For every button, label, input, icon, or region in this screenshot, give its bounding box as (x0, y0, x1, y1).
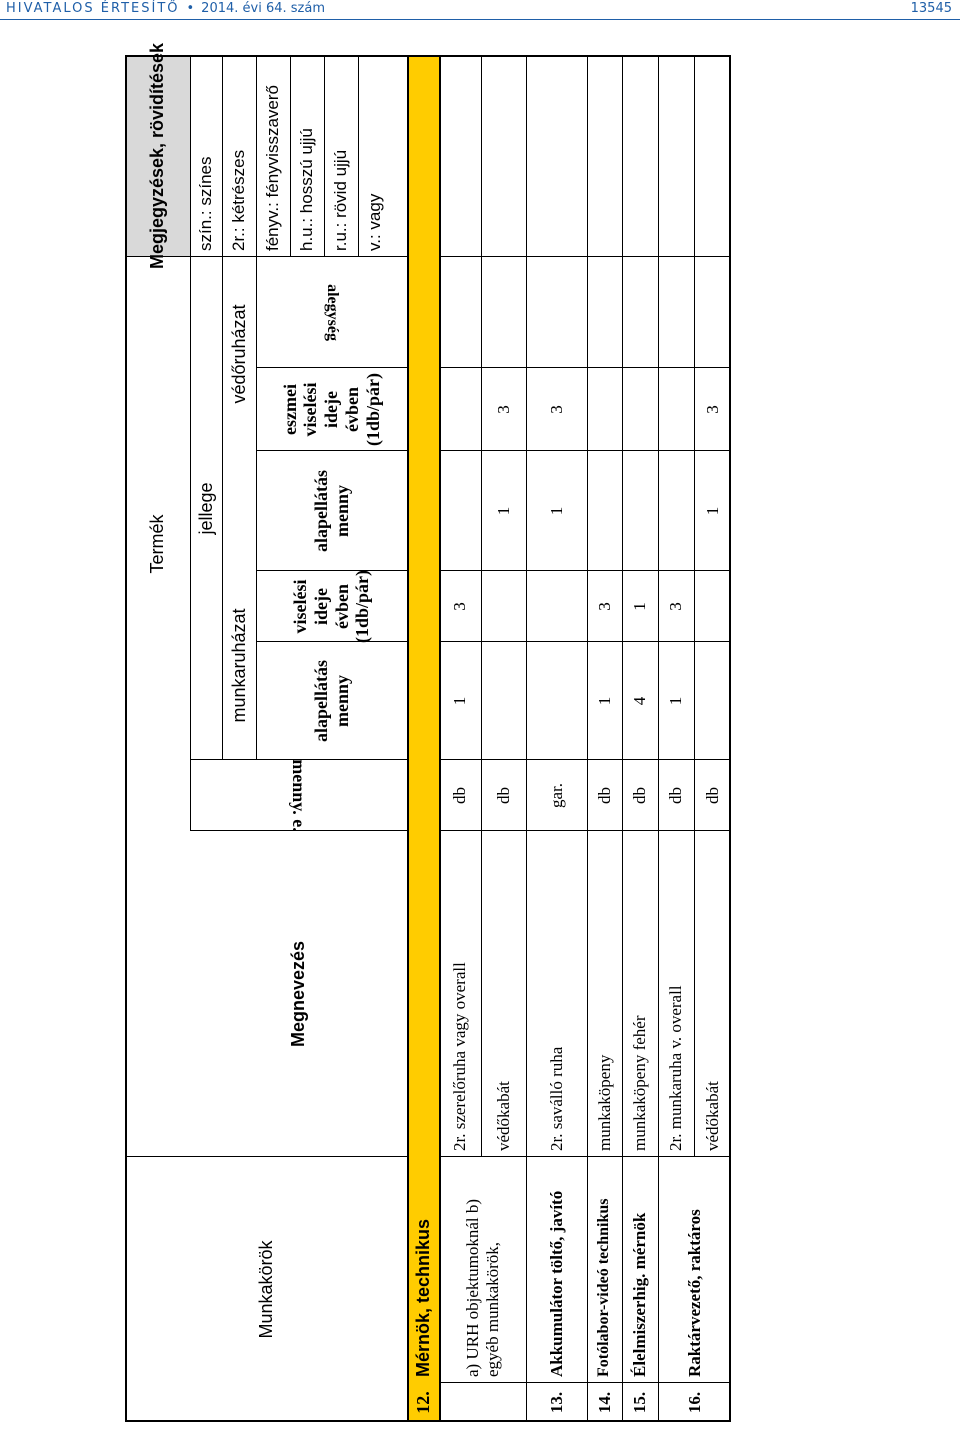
row-item: munkaköpeny (594, 1054, 614, 1151)
row-job: Fotólabor-videó technikus (595, 1198, 613, 1377)
row-unit: db (630, 787, 650, 804)
abbrev-item: h.u.: hosszú ujjú (297, 128, 317, 251)
line (439, 256, 731, 257)
row-m-years: 3 (594, 602, 614, 611)
section-number: 12. (412, 1391, 433, 1414)
header-eszmei-viselesi: eszmei viselési ideje évben (1db/pár) (279, 373, 383, 447)
issue-label: 2014. évi 64. szám (201, 1, 325, 16)
row-item: védőkabát (493, 1081, 513, 1151)
journal-title: HIVATALOS ÉRTESÍTŐ (6, 1, 180, 16)
row-number: 16. (684, 1391, 704, 1414)
row-number: 13. (546, 1391, 566, 1414)
abbrev-item: fényv.: fényvisszaverő (263, 85, 283, 251)
row-m-years: 3 (666, 602, 686, 611)
row-m-qty: 1 (594, 696, 614, 706)
header-rule (0, 19, 960, 20)
row-unit: gar. (546, 782, 566, 809)
row-item: 2r. szerelőruha vagy overall (450, 962, 470, 1151)
page-header (0, 0, 960, 22)
header-alapellatas-vedo: alapellátás menny (310, 470, 352, 553)
row-unit: db (450, 787, 470, 804)
row-v-years: 3 (493, 405, 513, 414)
row-v-years (439, 368, 481, 451)
row-item: 2r. munkaruha v. overall (666, 985, 686, 1151)
row-item: védőkabát (702, 1081, 722, 1151)
header-termek: Termék (147, 514, 168, 574)
header-munkaruhazat: munkaruházat (228, 608, 249, 723)
row-unit: db (594, 787, 614, 804)
row-v-qty (439, 451, 481, 571)
row-item: 2r. saválló ruha (546, 1046, 566, 1151)
row-job: Raktárvezető, raktáros (684, 1209, 704, 1377)
row-number: 15. (630, 1391, 650, 1414)
abbrev-item: r.u.: rövid ujjú (331, 149, 351, 251)
rotated-table (125, 42, 735, 1422)
row-item: munkaköpeny fehér (630, 1015, 650, 1151)
header-bullet: • (186, 1, 195, 16)
row-v-qty: 1 (702, 506, 722, 516)
row-v-qty: 1 (546, 506, 566, 516)
row-number: 14. (594, 1391, 614, 1414)
row-m-years: 1 (630, 602, 650, 611)
row-unit: db (702, 787, 722, 804)
header-jellege: jellege (195, 482, 216, 535)
abbrev-item: 2r.: kétrészes (229, 149, 249, 251)
abbrev-item: szín.: színes (196, 156, 216, 251)
row-m-years: 3 (450, 602, 470, 611)
row-unit: db (493, 787, 513, 804)
row-v-qty: 1 (493, 506, 513, 516)
header-viselesi-ideje: viselési ideje évben (1db/pár) (290, 569, 373, 643)
row-m-qty: 1 (666, 696, 686, 706)
row-v-years: 3 (546, 405, 566, 414)
section-title: Mérnök, technikus (412, 1218, 433, 1377)
row-m-qty: 4 (630, 696, 650, 706)
header-alapellatas-munka: alapellátás menny (310, 660, 352, 743)
row-m-qty: 1 (450, 696, 470, 706)
row-job: a) URH objektumoknál b) egyéb munkakörök, (462, 1199, 502, 1377)
header-megjegyzesek: Megjegyzések, rövidítések (147, 42, 168, 270)
header-munkakorok: Munkakörök (255, 1240, 276, 1339)
page-number: 13545 (910, 1, 952, 16)
abbrev-item: v.: vagy (365, 193, 385, 251)
header-vedoruhazat: védőruházat (228, 304, 249, 404)
row-v-years: 3 (702, 405, 722, 414)
header-megnevezes: Megnevezés (288, 940, 309, 1048)
header-alegyseg: alegység (323, 284, 341, 341)
row-unit: db (666, 787, 686, 804)
header-menny-e: menny. e. (288, 759, 309, 832)
running-header (6, 1, 325, 16)
row-job: Akkumulátor töltő, javító (546, 1190, 566, 1377)
row-job: Élelmiszerhig. mérnök (630, 1212, 650, 1377)
